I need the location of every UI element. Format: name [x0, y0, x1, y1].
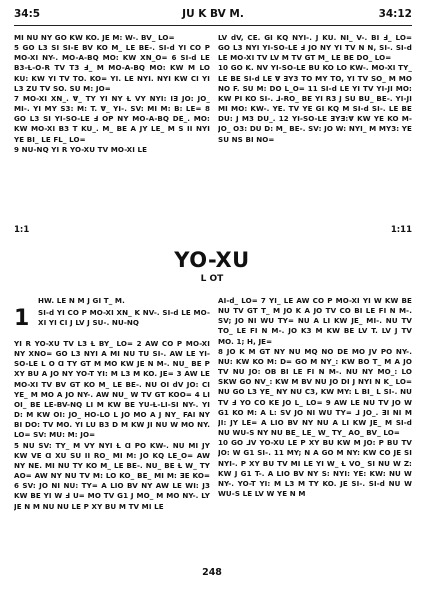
- paragraph: 9 NU-NQ YI R YO-XU TV MO-XI LE: [14, 144, 148, 154]
- chapter-number: 1: [14, 306, 30, 331]
- section-end-right: 1:11: [390, 225, 412, 235]
- book-title: YO-XU: [174, 248, 250, 272]
- paragraph: MI NU NY GO KW KO. JE M: W-. BV_ LO=: [14, 33, 175, 42]
- header-right-reference: 34:12: [378, 8, 412, 20]
- column-bottom-right: [218, 296, 412, 561]
- paragraph: 7 MO-XI XN_. Ɐ_ TY YI NY Ɫ VY NYI: IƎ JO: JO_ MI-. YI MY S3: M: T. Ɐ_ YI-. SV: MI M: B: LE= 8 GO L3 SI YI-SO-LE Ⅎ OP NY MO-A-BQ DE_. MO: KW MO-XI B3 T KU_. M_ BE A JY LE_ M S II NYI YE BI_ LE FL_ LO=: [14, 93, 210, 144]
- paragraph: 10 GO K. NV YI-SO-LE BU KO LO KW-. MO-XI TY_ LE BE SI-d LE Ɐ ƎY3 TO MY TO, YI TV SO_ M MO NO F. SU M: DO L_O= 11 SI-d LE YI TV YI-JI MO: KW PI KO SI-. ⅃-RO_ BE YI R3 J SU BU_ BE-. YI-JI MI MO: KW-. YE. TV YE GI KQ M SI-d SI-. LE BE DU: J M3 DU_. 12 YI-SO-LE ƎYƎ:Ɐ KW YE KO M- JO_ O3: DU D: M_ BE-. SV: JO W: NYI_ M MY3: YE SU NS BI NO=: [218, 63, 412, 144]
- paragraph: 10 GO ⅃V YO-XU LE P XY BU KW M JO: P BU TV JO: W G1 SI-. 11 MY; N A GO M NY: KW CO JE SI NYI-. P XY BU TV MI LE YI W_ Ɫ VO_ SI NU W Z: KW J G1 T-. A LIO BV NY S: NYI: YE: KW: NU W NY-. YO-T YI: M L3 M TY KO. JE SI-. SI-d NU W WU-S LE LV W YE N M: [218, 438, 412, 498]
- header-left-reference: 34:5: [14, 8, 41, 20]
- paragraph: SI-d YI CO P MO-XI XN_ K NV-. SI-d LE MO-XI YI CI J LV J SU-. NU-NQ: [38, 308, 210, 328]
- paragraph: 5 NU SV: TY_ M VY NYI Ɫ Ɑ PO KW-. NU MI JY KW VE Ɑ XU SU II RO_ MI M: JO KQ LE_O= AW NY NE. MI NU TY KO M_ LE BE-. NU_ BE Ɫ W_ TY AO= AW NY NU TV M: LO KO_ BE_ MI M: ƎE KO= 6 SV: JO NI NU: TY= A LIO BV NY AW LE WI: J3 KW BE YI W Ⅎ U= MO TV G1 J MO_ M MO NY-. LY JE N M NU NU LE P XY BU M TV MI LE: [14, 440, 210, 511]
- header-book-title: JU K BV M.: [182, 8, 244, 20]
- running-header: [14, 8, 412, 24]
- column-bottom-left: [14, 339, 210, 561]
- book-subtitle: L OT: [200, 274, 224, 284]
- page-number: 248: [202, 567, 222, 578]
- paragraph: 8 JO K M GT NY NU MQ NO DE MO JV PO NY-. NU: KW KO M: D= GO M NY_: KW BO T_ M A JO TV NU JO: OB BI LE FI N M-. NU NY MO_: LO SKW GO NV_: KW M BV NU JO DI J NYI N K_ LO= NU GO L3 YE_ NY NU C3, KW MY: L BI_ L SI-. NU TV Ⅎ YO CO KE JO L_ LO= 9 AW LE NU TV JO W G1 KO M: A L: SV JO NI WU TY= ⅃ JO_. ƎI NI M JI: JY LE= A LIO BV NY NU A LI KW JE_ M SI-d NU WU-S NY NU BE_ LE_ W_ TY_ AO_ BV_ LO=: [218, 346, 412, 438]
- chapter-heading: [38, 296, 210, 308]
- column-top-right: [218, 33, 412, 219]
- column-bottom-left-indented: [38, 308, 210, 340]
- paragraph: 5 GO L3 SI SI-E BV KO M_ LE BE-. SI-d YI CO P MO-XI NY-. MO-A-BQ MO: KW XN_O= 6 SI-d LE B3-Ɫ-O-R TV T3 Ⅎ_ M MO-A-BQ MO: KW M LO KU: KW YI TV TO. KO= YI. LE NYI. NYI KW CI YI L3 ZU TV SO. SU M: JO=: [14, 43, 210, 93]
- paragraph: LV dV, CE. GI KQ NYI-. J KU. NI_ V-. BI Ⅎ_ LO= GO L3 NYI YI-SO-LE Ⅎ JO NY YI TV N N, SI-. SI-d LE MO-XI TV LV M TV GT M_ LE BE DO_ LO=: [218, 33, 412, 63]
- header-rule: [14, 25, 412, 26]
- section-end-left: 1:1: [14, 225, 30, 235]
- column-top-left: [14, 33, 210, 219]
- paragraph: YI R YO-XU TV L3 Ɫ BY_ LO= 2 AW CO P MO-XI NY XNO= GO L3 NYI A MI NU TU SI-. AW LE YI-SO-LE L O Ɑ TY GT M MO KW JE N M-. NU_ BE P XY BU A JO NY YO-T YI: M L3 M KO. JE= 3 AW LE MO-XI TV BV GT KO M_ LE BE-. NU OI dV JO: CI YE_ M MO A JO NY-. AW NU_ W TV GT KOO= 4 LI OI_ BE LE-BV-NQ LI M KW BE YU-Ɫ-LI-SI NY-. YI D: M KW OI: JO_ HO-LO L JO MO A J NY_ FAI NY BI DO: TV MO. YI LU B3 D M KW JI NU W MO NY. LO= SV: MU: M: JO=: [14, 339, 210, 440]
- chapter-heading-text: HW. LE N M J GI T_ M.: [38, 296, 125, 305]
- paragraph: AI-d_ LO= 7 YI_ LE AW CO P MO-XI YI W KW BE NU TV GT T_ M JO K A JO TV CO BI LE FI N M-. SV; JO NI WU TY= NU A LI KW JE_ MI-. NU TV TO_ LE FI N M-. JO K3 M KW BE LV T. LV J TV MO. 1; H, JE=: [218, 296, 412, 346]
